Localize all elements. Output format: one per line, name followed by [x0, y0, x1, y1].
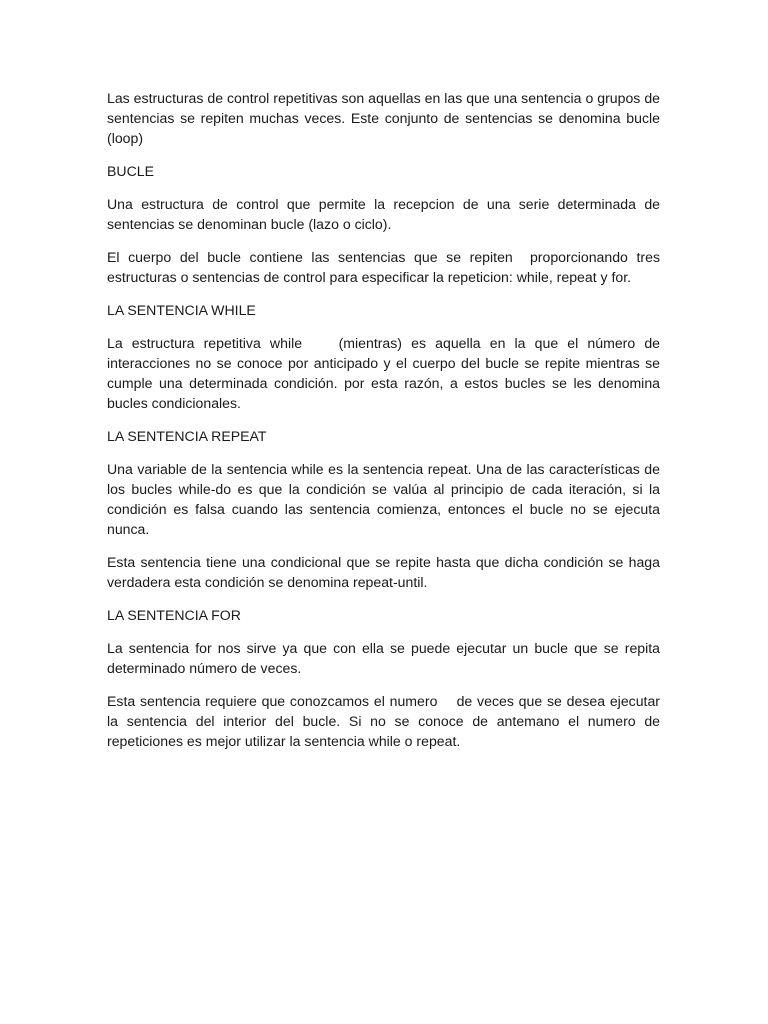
- bucle-body-paragraph: El cuerpo del bucle contiene las sentencias que se repiten proporcionando tres estructuras o sentencias de control para especificar la repeticion: while, repeat y for.: [107, 249, 664, 285]
- bucle-definition-paragraph: Una estructura de control que permite la recepcion de una serie determinada de sentencias se denominan bucle (lazo o ciclo).: [107, 196, 664, 232]
- document-body: [107, 88, 664, 764]
- heading-for: LA SENTENCIA FOR: [107, 607, 241, 623]
- for-paragraph-1: La sentencia for nos sirve ya que con ella se puede ejecutar un bucle que se repita determinado número de veces.: [107, 640, 664, 676]
- while-paragraph: La estructura repetitiva while (mientras) es aquella en la que el número de interacciones no se conoce por anticipado y el cuerpo del bucle se repite mientras se cumple una determinada condición. por esta razón, a estos bucles se les denomina bucles condicionales.: [107, 335, 664, 411]
- heading-bucle: BUCLE: [107, 163, 154, 179]
- repeat-paragraph-2: Esta sentencia tiene una condicional que se repite hasta que dicha condición se haga verdadera esta condición se denomina repeat-until.: [107, 554, 664, 590]
- intro-paragraph: Las estructuras de control repetitivas son aquellas en las que una sentencia o grupos de sentencias se repiten muchas veces. Este conjunto de sentencias se denomina bucle (loop): [107, 90, 664, 146]
- heading-repeat: LA SENTENCIA REPEAT: [107, 428, 267, 444]
- heading-while: LA SENTENCIA WHILE: [107, 302, 256, 318]
- repeat-paragraph-1: Una variable de la sentencia while es la sentencia repeat. Una de las características de los bucles while-do es que la condición se valúa al principio de cada iteración, si la condición es falsa cuando las sentencia comienza, entonces el bucle no se ejecuta nunca.: [107, 461, 664, 537]
- for-paragraph-2: Esta sentencia requiere que conozcamos el numero de veces que se desea ejecutar la sentencia del interior del bucle. Si no se conoce de antemano el numero de repeticiones es mejor utilizar la sentencia while o repeat.: [107, 693, 664, 749]
